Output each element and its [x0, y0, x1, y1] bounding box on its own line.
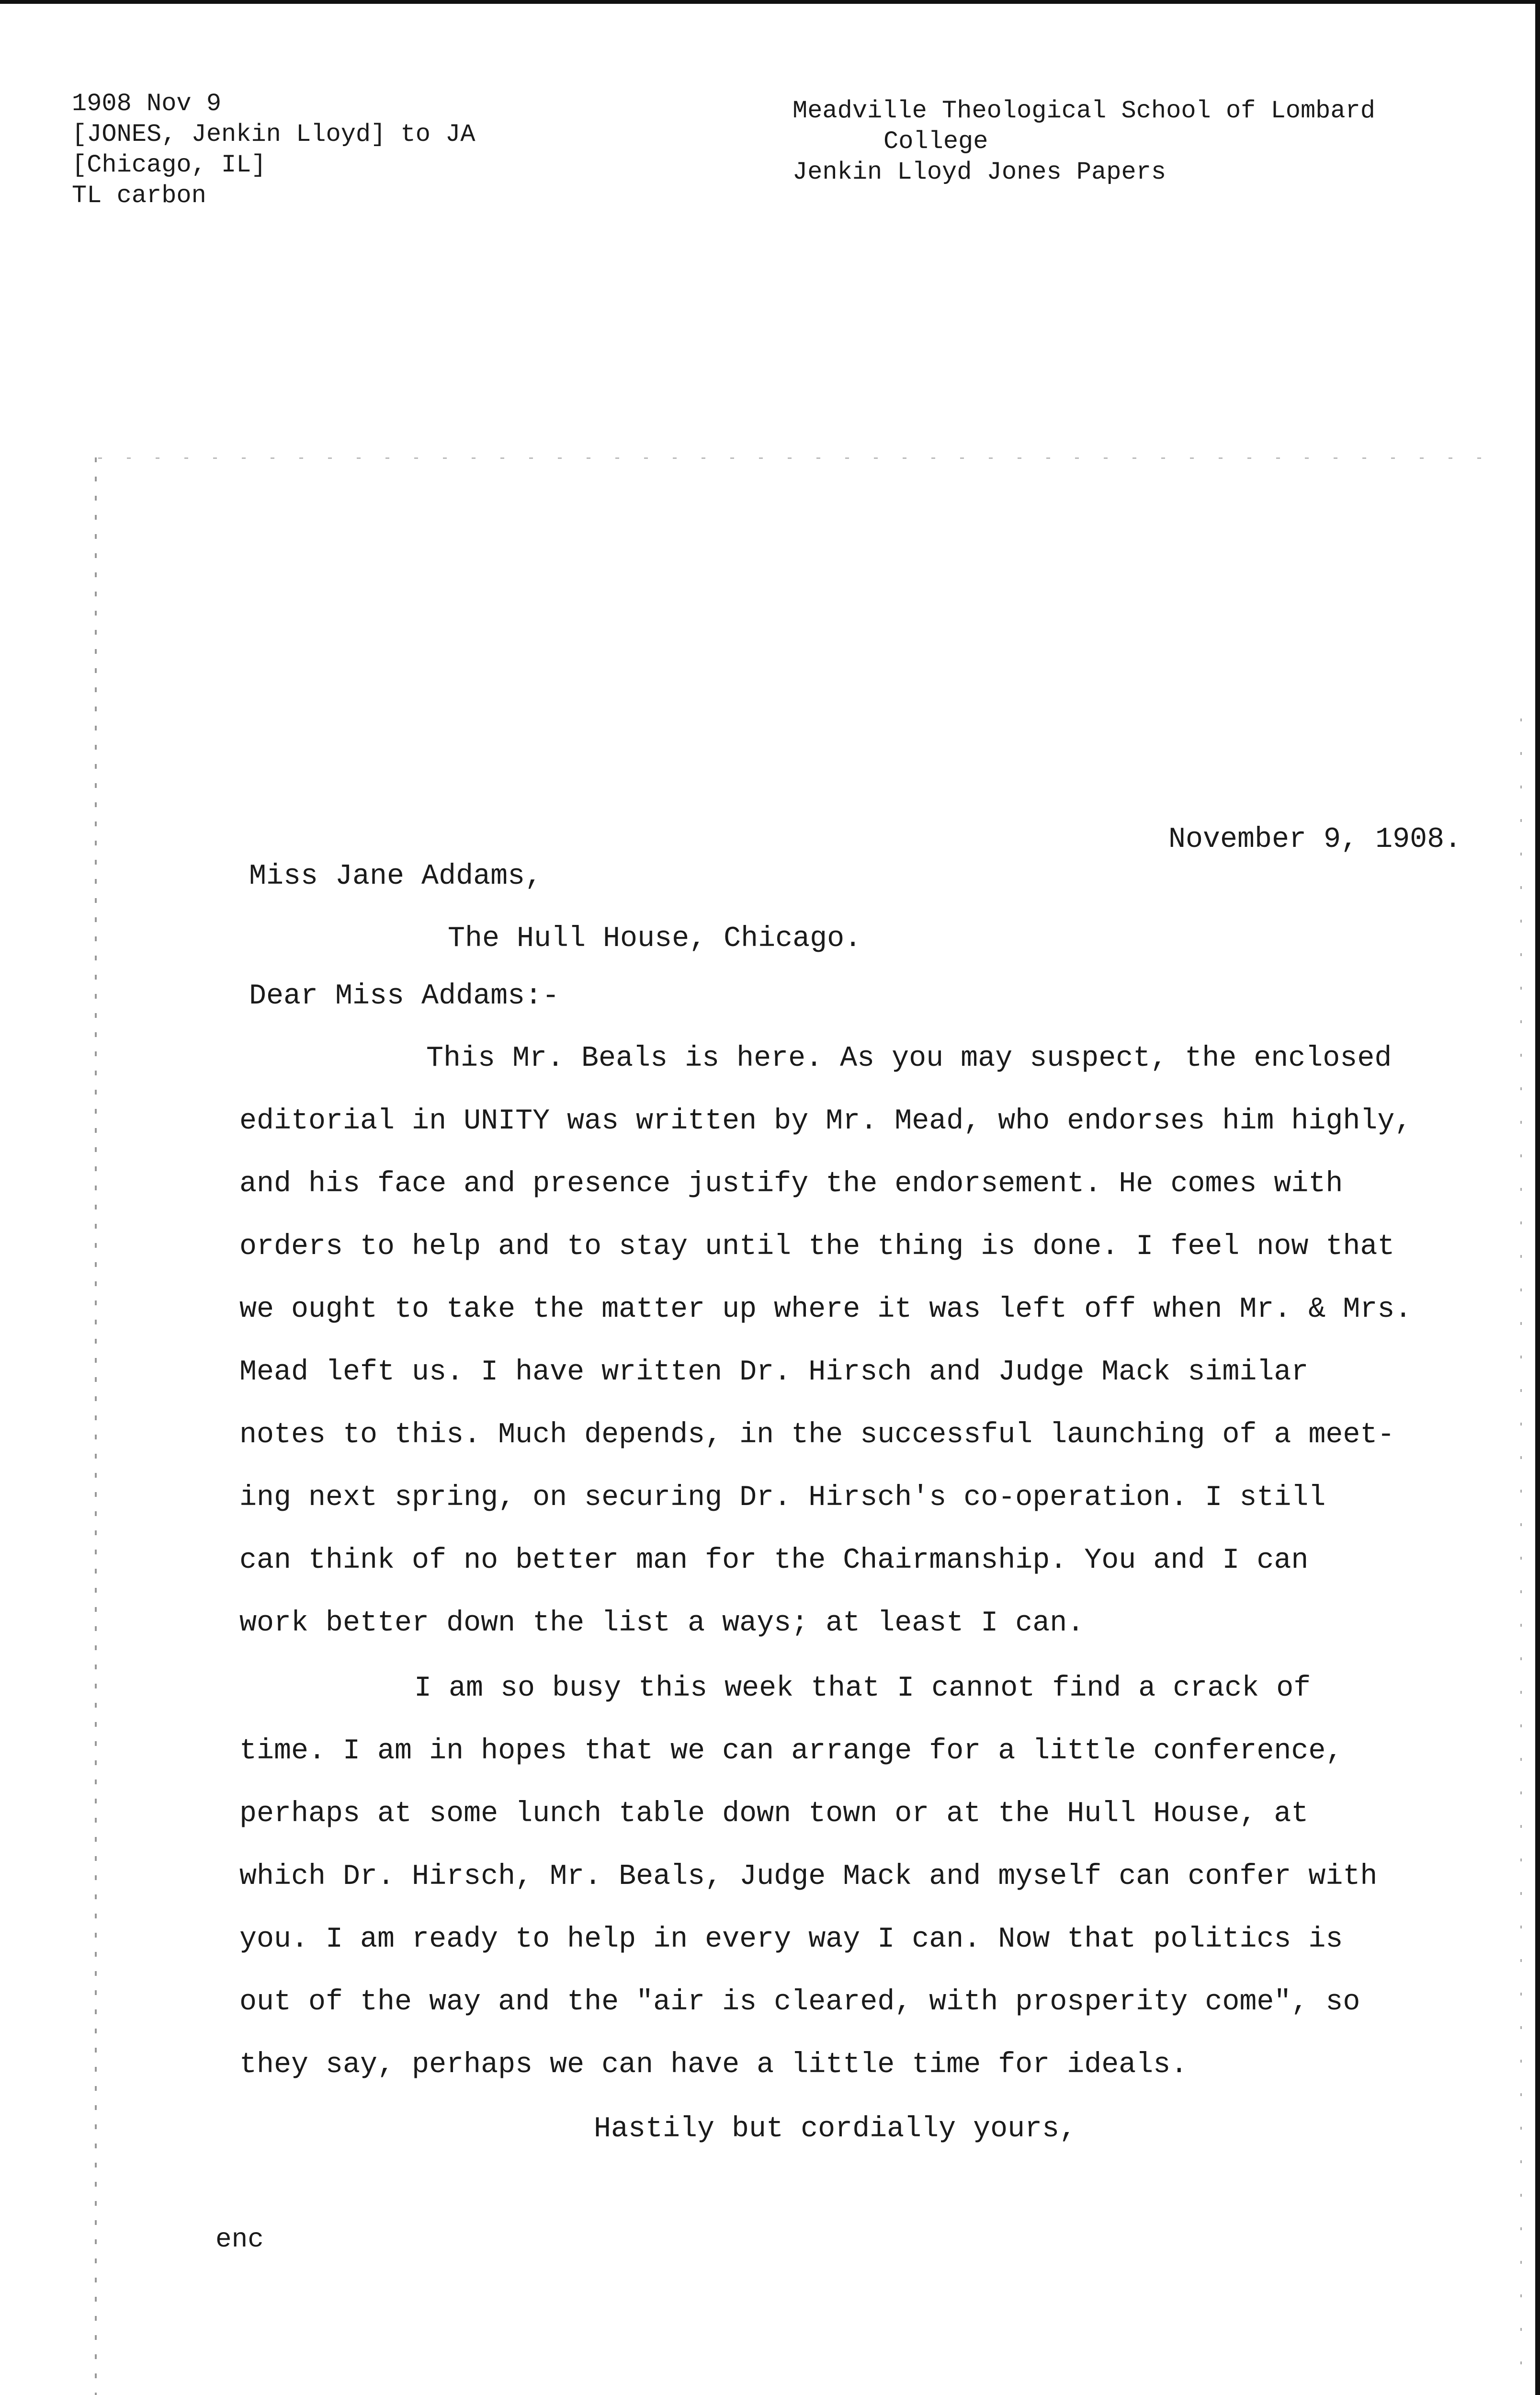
letter-address: The Hull House, Chicago.: [448, 923, 862, 955]
letter-paragraph-1: [239, 1042, 1475, 1669]
letter-paragraph-2: [239, 1672, 1475, 2111]
carbon-sheet-edge-top: [98, 457, 1487, 459]
letter-recipient: Miss Jane Addams,: [249, 860, 543, 893]
source-institution: Meadville Theological School of Lombard: [793, 97, 1375, 125]
paragraph-line: perhaps at some lunch table down town or at the Hull House, at: [239, 1798, 1309, 1830]
carbon-sheet-edge-right: [1520, 718, 1522, 2395]
paragraph-line: editorial in UNITY was written by Mr. Mead, who endorses him highly,: [239, 1105, 1412, 1138]
paragraph-line: ing next spring, on securing Dr. Hirsch's co-operation. I still: [239, 1482, 1326, 1514]
letter-date: November 9, 1908.: [1168, 823, 1462, 856]
archive-correspondents: [JONES, Jenkin Lloyd] to JA: [72, 120, 476, 148]
archive-source: [793, 96, 1375, 188]
paragraph-line: which Dr. Hirsch, Mr. Beals, Judge Mack and myself can confer with: [239, 1860, 1378, 1893]
source-collection: Jenkin Lloyd Jones Papers: [793, 158, 1166, 186]
paragraph-line: notes to this. Much depends, in the successful launching of a meet-: [239, 1419, 1395, 1451]
paragraph-line: we ought to take the matter up where it was left off when Mr. & Mrs.: [239, 1293, 1412, 1326]
paragraph-line: orders to help and to stay until the thing is done. I feel now that: [239, 1231, 1395, 1263]
scan-border-top: [0, 0, 1540, 4]
archive-place: [Chicago, IL]: [72, 151, 266, 179]
paragraph-line: you. I am ready to help in every way I can. Now that politics is: [239, 1923, 1343, 1956]
paragraph-line: work better down the list a ways; at least I can.: [239, 1607, 1085, 1640]
enclosure-note: enc: [215, 2224, 264, 2255]
archive-metadata: [72, 89, 476, 211]
letter-closing: Hastily but cordially yours,: [594, 2113, 1077, 2145]
paragraph-line: they say, perhaps we can have a little time for ideals.: [239, 2049, 1188, 2081]
carbon-sheet-edge-left: [95, 457, 97, 2395]
paragraph-line: Mead left us. I have written Dr. Hirsch and Judge Mack similar: [239, 1356, 1309, 1389]
paragraph-line: This Mr. Beals is here. As you may suspect, the enclosed: [426, 1042, 1392, 1075]
paragraph-line: time. I am in hopes that we can arrange for a little conference,: [239, 1735, 1343, 1768]
scan-border-right: [1535, 0, 1540, 2395]
paragraph-line: can think of no better man for the Chairmanship. You and I can: [239, 1544, 1309, 1577]
archive-format: TL carbon: [72, 182, 206, 210]
archive-date: 1908 Nov 9: [72, 90, 222, 118]
paragraph-line: and his face and presence justify the endorsement. He comes with: [239, 1168, 1343, 1200]
paragraph-line: I am so busy this week that I cannot find a crack of: [414, 1672, 1311, 1705]
paragraph-line: out of the way and the "air is cleared, with prosperity come", so: [239, 1986, 1360, 2019]
letter-salutation: Dear Miss Addams:-: [249, 980, 560, 1013]
source-institution-cont: College: [883, 127, 988, 156]
